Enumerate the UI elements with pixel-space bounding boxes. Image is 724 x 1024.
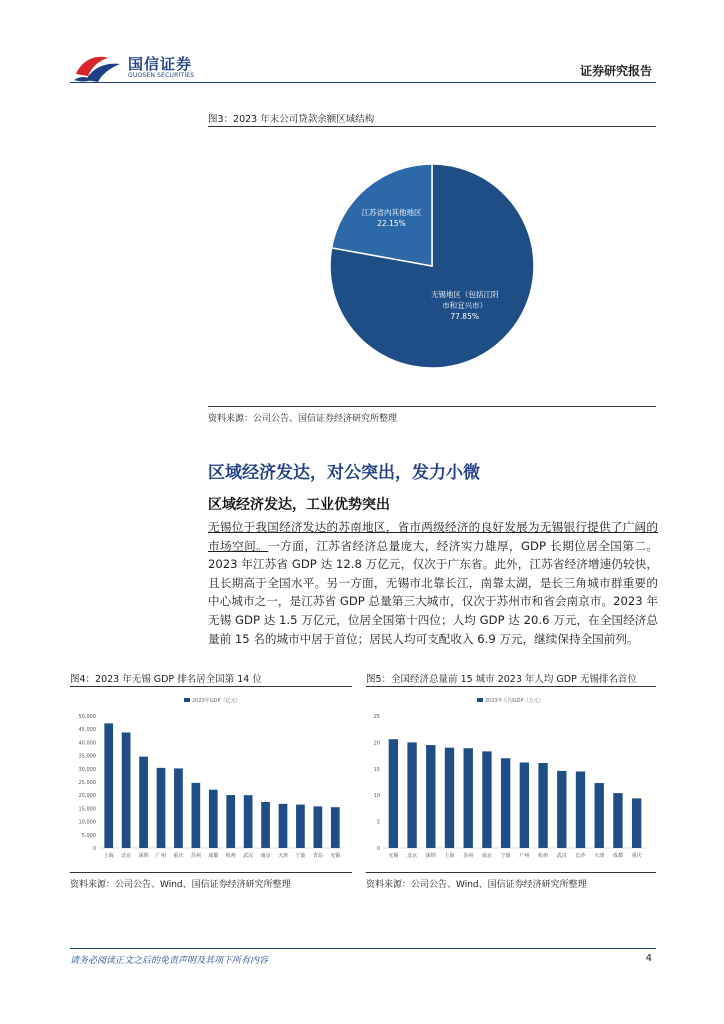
figure5-title: 图5：全国经济总量前 15 城市 2023 年人均 GDP 无锡排名首位	[366, 674, 637, 685]
y-tick-label: 0	[376, 846, 380, 852]
section-heading: 区域经济发达，对公突出，发力小微	[208, 463, 480, 483]
y-tick-label: 15,000	[78, 806, 96, 813]
bar	[174, 768, 183, 848]
figure4-bottom-rule	[70, 872, 352, 873]
x-tick-label: 成都	[612, 853, 623, 859]
x-tick-label: 苏州	[463, 853, 474, 859]
x-tick-label: 广州	[155, 853, 167, 859]
bar	[482, 751, 491, 848]
x-tick-label: 苏州	[190, 853, 201, 859]
x-tick-label: 青岛	[312, 853, 323, 859]
y-tick-label: 5	[376, 819, 380, 826]
legend-swatch	[477, 698, 483, 702]
bar	[139, 757, 148, 848]
bar	[407, 742, 416, 848]
x-tick-label: 武汉	[243, 853, 254, 859]
x-tick-label: 重庆	[631, 853, 642, 859]
figure4-source: 资料来源：公司公告、Wind、国信证券经济研究所整理	[70, 880, 291, 890]
logo-mark-icon	[72, 50, 124, 86]
x-tick-label: 北京	[407, 853, 418, 859]
y-tick-label: 45,000	[78, 727, 96, 734]
y-tick-label: 25	[373, 714, 380, 720]
x-tick-label: 天津	[594, 853, 605, 859]
bar	[122, 732, 131, 848]
bar	[445, 748, 454, 848]
x-tick-label: 宁波	[500, 853, 511, 859]
figure4-title: 图4：2023 年无锡 GDP 排名居全国第 14 位	[70, 674, 262, 685]
y-tick-label: 20	[373, 740, 380, 747]
y-tick-label: 40,000	[78, 740, 96, 747]
bar	[261, 802, 270, 848]
footer-disclaimer: 请务必阅读正文之后的免责声明及其项下所有内容	[70, 956, 269, 966]
x-tick-label: 天津	[277, 853, 289, 859]
x-tick-label: 杭州	[538, 853, 549, 859]
figure5-bottom-rule	[366, 872, 656, 873]
company-name-cn: 国信证券	[128, 55, 193, 73]
bar	[157, 768, 166, 848]
company-name-en: GUOSEN SECURITIES	[128, 72, 195, 79]
figure5-source: 资料来源：公司公告、Wind、国信证券经济研究所整理	[366, 880, 587, 890]
legend-label: 2023年人均GDP（万元）	[485, 698, 544, 704]
x-tick-label: 宁波	[295, 853, 306, 859]
x-tick-label: 无锡	[330, 853, 341, 859]
bar	[389, 739, 398, 848]
y-tick-label: 0	[92, 846, 96, 852]
legend-label: 2023年GDP（亿元）	[192, 698, 241, 704]
y-tick-label: 35,000	[78, 753, 96, 760]
figure3-pie-chart	[208, 128, 656, 404]
x-tick-label: 深圳	[138, 853, 149, 859]
page-number: 4	[645, 953, 652, 964]
company-logo	[72, 50, 202, 86]
bar	[209, 790, 218, 848]
bar	[192, 783, 201, 848]
y-tick-label: 50,000	[78, 714, 96, 720]
figure3-top-rule	[208, 126, 656, 127]
x-tick-label: 南京	[260, 853, 271, 859]
x-tick-label: 北京	[121, 853, 132, 859]
pie-value-label: 22.15%	[377, 218, 406, 228]
bar	[538, 763, 547, 848]
bar	[501, 758, 510, 848]
paragraph-highlight: 无锡位于我国经济发达的苏南地区，省市两级经济的良好发展为无锡银行提供了广阔的市场空间。	[208, 520, 658, 553]
pie-slice-label: 无锡地区（包括江阴	[430, 290, 499, 300]
bar	[296, 805, 305, 848]
y-tick-label: 30,000	[78, 766, 96, 773]
y-tick-label: 10	[373, 793, 380, 800]
bar	[576, 771, 585, 848]
legend-swatch	[184, 698, 190, 702]
y-tick-label: 20,000	[78, 793, 96, 800]
x-tick-label: 上海	[444, 853, 455, 859]
x-tick-label: 杭州	[225, 853, 236, 859]
bar	[464, 748, 473, 848]
x-tick-label: 重庆	[173, 853, 184, 859]
y-tick-label: 10,000	[78, 819, 96, 826]
pie-slice-label: 市和宜兴市）	[442, 301, 488, 311]
x-tick-label: 广州	[519, 853, 530, 859]
x-tick-label: 无锡	[388, 853, 399, 859]
figure3-bottom-rule	[208, 406, 656, 407]
bar	[226, 795, 235, 848]
bar	[613, 793, 622, 848]
pie-slice-label: 江苏省内其他地区	[361, 207, 422, 217]
y-tick-label: 15	[373, 766, 380, 773]
x-tick-label: 成都	[208, 853, 219, 859]
footer-divider	[70, 948, 656, 949]
x-tick-label: 武汉	[556, 853, 567, 859]
bar	[104, 723, 113, 848]
header-divider	[70, 82, 656, 83]
x-tick-label: 深圳	[425, 853, 436, 859]
chart-legend	[184, 697, 240, 704]
figure4-bar-chart	[70, 690, 352, 868]
bar	[279, 804, 288, 848]
subsection-heading: 区域经济发达，工业优势突出	[208, 497, 390, 513]
figure3-title: 图3：2023 年末公司贷款余额区域结构	[208, 114, 375, 125]
bar	[314, 806, 323, 848]
bar	[632, 798, 641, 848]
x-tick-label: 长沙	[575, 853, 586, 859]
pie-value-label: 77.85%	[450, 312, 479, 322]
bar	[426, 745, 435, 848]
x-tick-label: 南京	[481, 853, 492, 859]
bar	[520, 762, 529, 848]
body-paragraph	[208, 518, 658, 648]
bar	[595, 783, 604, 848]
y-tick-label: 5,000	[81, 832, 96, 839]
report-type-label: 证券研究报告	[579, 64, 652, 78]
chart-legend	[477, 697, 543, 704]
bar	[244, 795, 253, 848]
figure4-top-rule	[70, 686, 352, 687]
bar	[331, 807, 340, 848]
y-tick-label: 25,000	[78, 780, 96, 786]
paragraph-body: 一方面，江苏省经济总量庞大，经济实力雄厚，GDP 长期位居全国第二。2023 年江苏省 GDP 达 12.8 万亿元，仅次于广东省。此外，江苏省经济增速仍较快，且长期高于全国水平。另一方面，无锡市北靠长江，南靠太湖，是长三角城市群重要的中心城市之一，是江苏省 GDP 总量第三大城市，仅次于苏州市和省会南京市。2023 年无锡 GDP 达 1.5 万亿元，位居全国第十四位；人均 GDP 达 20.6 万元，在全国经济总量前 15 名的城市中居于首位；居民人均可支配收入 6.9 万元，继续保持全国前列。	[208, 538, 658, 646]
figure5-bar-chart	[366, 690, 656, 868]
figure3-source: 资料来源：公司公告、国信证券经济研究所整理	[208, 414, 398, 424]
figure5-top-rule	[366, 686, 656, 687]
bar	[557, 771, 566, 848]
x-tick-label: 上海	[103, 853, 114, 859]
